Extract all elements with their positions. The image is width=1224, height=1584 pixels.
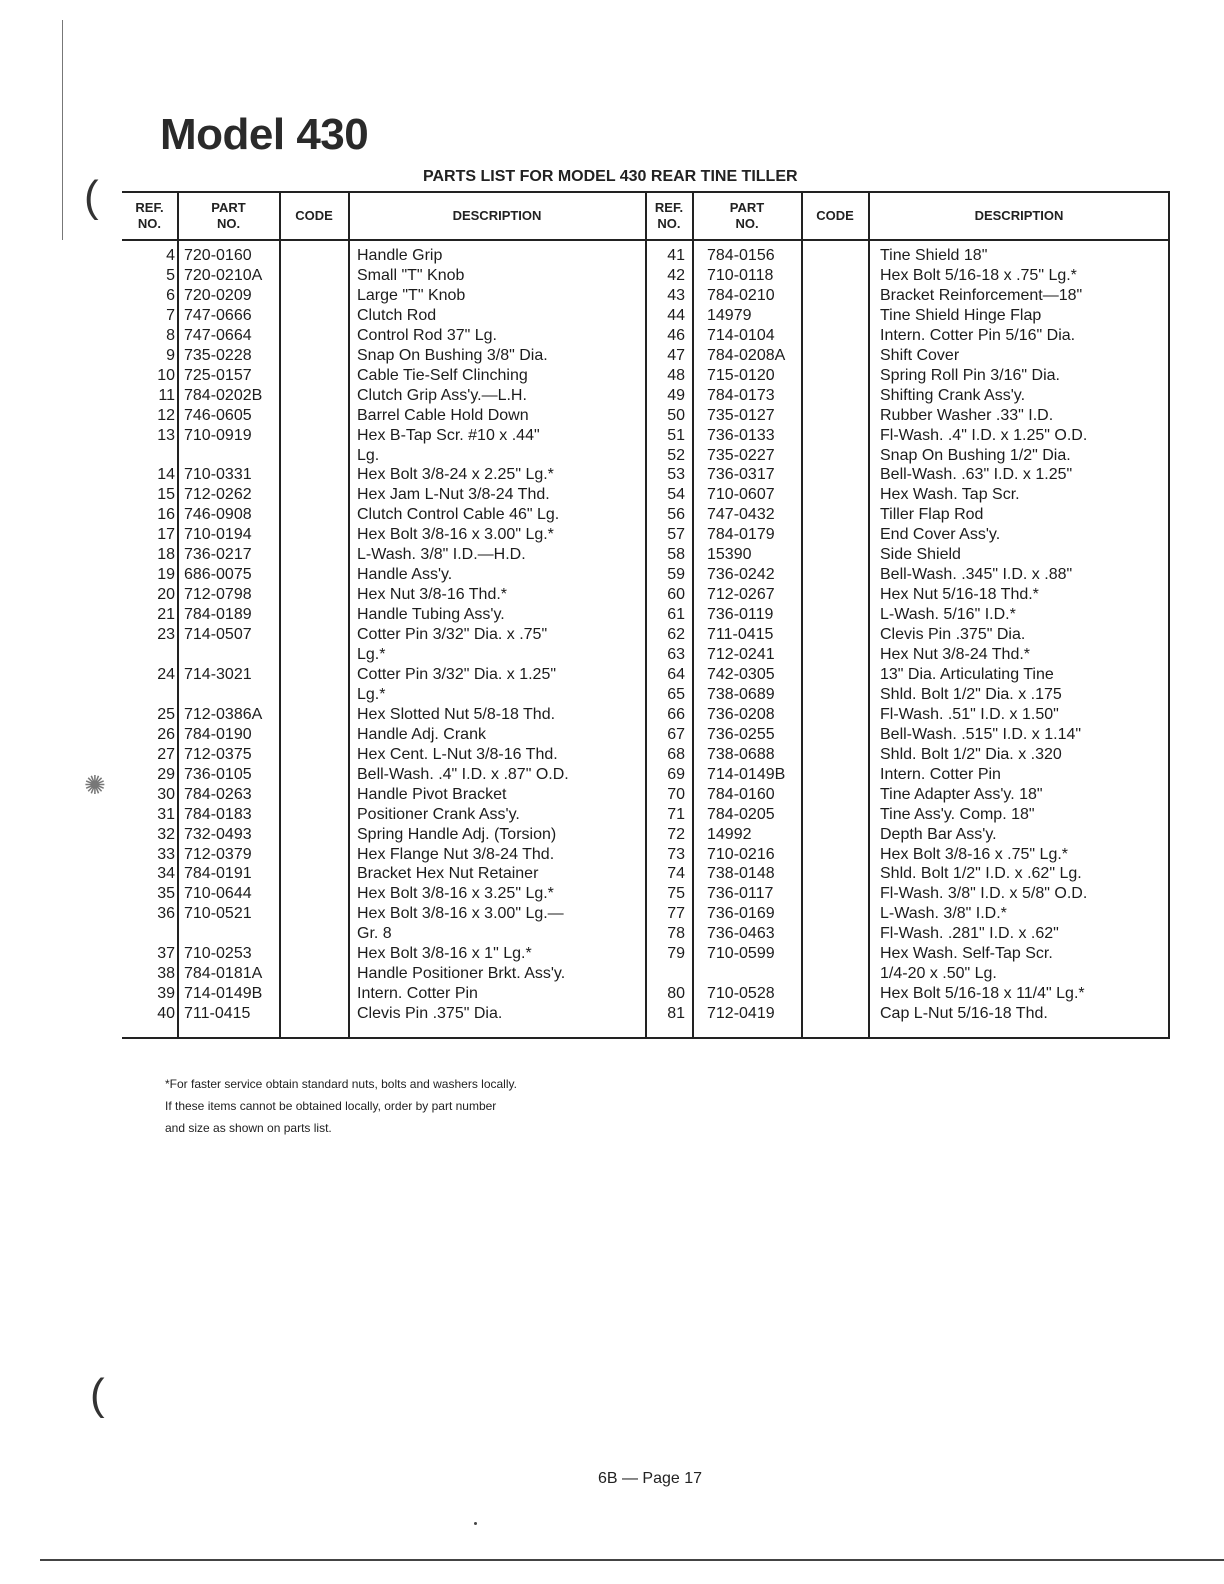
ref-cell: 16: [157, 506, 175, 524]
part-cell: 746-0908: [184, 506, 252, 524]
description-cell: Shld. Bolt 1/2" Dia. x .175: [880, 685, 1062, 703]
part-cell: 736-0133: [707, 426, 775, 444]
description-cell: Clevis Pin .375" Dia.: [357, 1005, 503, 1023]
description-cell: Hex Wash. Self-Tap Scr.: [880, 945, 1053, 963]
ref-cell: 25: [157, 705, 175, 723]
ref-cell: 31: [157, 805, 175, 823]
part-cell: 714-0507: [184, 626, 252, 644]
footnote-line: *For faster service obtain standard nuts, bolts and washers locally.: [165, 1077, 517, 1091]
parts-list-heading: PARTS LIST FOR MODEL 430 REAR TINE TILLER: [423, 168, 798, 185]
description-cell: Fl-Wash. .4" I.D. x 1.25" O.D.: [880, 426, 1088, 444]
ref-cell: 42: [667, 266, 685, 284]
ref-cell: 67: [667, 725, 685, 743]
description-cell: Hex Bolt 3/8-16 x 3.00" Lg.—: [357, 905, 564, 923]
part-cell: 747-0664: [184, 326, 252, 344]
ref-cell: 11: [158, 386, 175, 404]
col-divider-3: [348, 191, 350, 1037]
part-cell: 736-0208: [707, 705, 775, 723]
ref-cell: 75: [667, 885, 685, 903]
ref-cell: 53: [667, 466, 685, 484]
ref-cell: 7: [166, 306, 175, 324]
ref-cell: 26: [157, 725, 175, 743]
description-cell: L-Wash. 3/8" I.D.—H.D.: [357, 546, 526, 564]
description-cell: Lg.*: [357, 646, 386, 663]
description-cell: Tine Shield Hinge Flap: [880, 306, 1042, 324]
ref-cell: 77: [667, 905, 685, 923]
description-cell: Large "T" Knob: [357, 286, 466, 304]
description-cell: Fl-Wash. 3/8" I.D. x 5/8" O.D.: [880, 885, 1088, 903]
part-cell: 736-0169: [707, 905, 775, 923]
description-cell: Cotter Pin 3/32" Dia. x .75": [357, 626, 548, 644]
ref-cell: 29: [157, 765, 175, 783]
description-cell: Hex Bolt 5/16-18 x 11/4" Lg.*: [880, 985, 1085, 1003]
ref-cell: 5: [166, 266, 175, 284]
ref-cell: 37: [157, 945, 175, 963]
description-cell: Shld. Bolt 1/2" I.D. x .62" Lg.: [880, 865, 1082, 883]
part-cell: 736-0117: [707, 885, 774, 903]
description-cell: Barrel Cable Hold Down: [357, 406, 529, 424]
ref-cell: 49: [667, 386, 685, 404]
part-cell: 732-0493: [184, 825, 252, 843]
description-cell: Positioner Crank Ass'y.: [357, 805, 520, 823]
part-cell: 784-0160: [707, 785, 775, 803]
ref-cell: 21: [157, 606, 175, 624]
part-cell: 746-0605: [184, 406, 252, 424]
part-cell: 784-0179: [707, 526, 775, 544]
part-cell: 736-0463: [707, 925, 775, 943]
part-cell: 784-0156: [707, 247, 775, 264]
part-cell: 747-0432: [707, 506, 775, 524]
ref-cell: 68: [667, 745, 685, 763]
description-cell: Hex Bolt 3/8-16 x .75" Lg.*: [880, 845, 1069, 863]
ref-cell: 61: [667, 606, 685, 624]
ref-cell: 71: [667, 805, 685, 823]
description-cell: Clutch Rod: [357, 306, 437, 324]
description-cell: Handle Ass'y.: [357, 566, 453, 584]
description-cell: Snap On Bushing 3/8" Dia.: [357, 346, 548, 364]
part-cell: 784-0191: [184, 865, 252, 883]
part-cell: 784-0205: [707, 805, 775, 823]
ref-cell: 70: [667, 785, 685, 803]
description-cell: Hex Wash. Tap Scr.: [880, 486, 1020, 504]
description-cell: Handle Pivot Bracket: [357, 785, 507, 803]
description-cell: Tiller Flap Rod: [880, 506, 984, 524]
ref-cell: 17: [157, 526, 175, 544]
ref-cell: 62: [667, 626, 685, 644]
description-cell: Hex Bolt 3/8-16 x 3.25" Lg.*: [357, 885, 554, 903]
left-margin-line: [62, 20, 63, 240]
header-code-2: CODE: [816, 208, 854, 223]
ref-cell: 52: [667, 446, 685, 464]
description-cell: Shld. Bolt 1/2" Dia. x .320: [880, 745, 1062, 763]
part-cell: 784-0210: [707, 286, 775, 304]
description-cell: Intern. Cotter Pin: [880, 765, 1001, 783]
description-cell: Fl-Wash. .51" I.D. x 1.50": [880, 705, 1059, 723]
description-cell: Bell-Wash. .345" I.D. x .88": [880, 566, 1073, 584]
header-description-2: DESCRIPTION: [974, 208, 1064, 223]
table-bottom-rule: [122, 1037, 1170, 1039]
description-cell: Handle Tubing Ass'y.: [357, 606, 505, 624]
part-cell: 710-0644: [184, 885, 252, 903]
part-cell: 711-0415: [707, 626, 774, 644]
ref-cell: 60: [667, 586, 685, 604]
part-cell: 720-0160: [184, 247, 252, 264]
ref-cell: 9: [166, 346, 175, 364]
margin-bracket-top: (: [84, 172, 99, 221]
part-cell: 720-0210A: [184, 266, 263, 284]
ref-cell: 78: [667, 925, 685, 943]
description-cell: Bell-Wash. .515" I.D. x 1.14": [880, 725, 1082, 743]
part-cell: 738-0689: [707, 685, 775, 703]
description-cell: Handle Positioner Brkt. Ass'y.: [357, 965, 566, 983]
ref-cell: 32: [157, 825, 175, 843]
ref-cell: 36: [157, 905, 175, 923]
punch-hole-mark: ✺: [84, 770, 106, 800]
description-cell: Fl-Wash. .281" I.D. x .62": [880, 925, 1059, 943]
description-cell: Hex Flange Nut 3/8-24 Thd.: [357, 845, 555, 863]
part-cell: 736-0217: [184, 546, 252, 564]
part-cell: 784-0190: [184, 725, 252, 743]
part-cell: 784-0189: [184, 606, 252, 624]
col-divider-5: [692, 191, 694, 1037]
ref-cell: 8: [166, 326, 175, 344]
description-cell: Small "T" Knob: [357, 266, 465, 284]
header-description: DESCRIPTION: [452, 208, 542, 223]
ref-cell: 81: [667, 1005, 685, 1023]
part-cell: 710-0528: [707, 985, 775, 1003]
ref-cell: 39: [157, 985, 175, 1003]
part-cell: 712-0267: [707, 586, 775, 604]
part-cell: 712-0262: [184, 486, 252, 504]
ref-cell: 73: [667, 845, 685, 863]
page-title: Model 430: [160, 110, 369, 159]
page-bottom-rule: [40, 1559, 1224, 1561]
description-cell: Control Rod 37" Lg.: [357, 326, 497, 344]
part-cell: 14979: [707, 306, 752, 324]
col-divider-6: [801, 191, 803, 1037]
part-cell: 710-0599: [707, 945, 775, 963]
part-cell: 710-0194: [184, 526, 252, 544]
description-cell: 1/4-20 x .50" Lg.: [880, 965, 997, 983]
ref-cell: 20: [157, 586, 175, 604]
header-ref-no: REF. NO.: [135, 200, 164, 231]
description-cell: Shifting Crank Ass'y.: [880, 386, 1026, 404]
description-cell: Cotter Pin 3/32" Dia. x 1.25": [357, 665, 557, 683]
part-cell: 710-0607: [707, 486, 775, 504]
ref-cell: 58: [667, 546, 685, 564]
margin-bracket-bottom: (: [90, 1370, 105, 1419]
part-cell: 712-0419: [707, 1005, 775, 1023]
part-cell: 710-0216: [707, 845, 775, 863]
part-cell: 784-0181A: [184, 965, 263, 983]
description-cell: Gr. 8: [357, 925, 392, 943]
part-cell: 714-0149B: [184, 985, 263, 1003]
ref-cell: 66: [667, 705, 685, 723]
part-cell: 725-0157: [184, 366, 252, 384]
description-cell: Clutch Control Cable 46" Lg.: [357, 506, 560, 524]
part-cell: 742-0305: [707, 665, 775, 683]
ref-cell: 14: [157, 466, 175, 484]
description-cell: Lg.*: [357, 685, 386, 703]
part-cell: 736-0255: [707, 725, 775, 743]
ref-cell: 18: [157, 546, 175, 564]
ref-cell: 38: [157, 965, 175, 983]
ref-cell: 6: [166, 286, 175, 304]
ref-cell: 4: [166, 247, 175, 264]
ref-cell: 57: [667, 526, 685, 544]
ref-cell: 23: [157, 626, 175, 644]
description-cell: Hex Nut 3/8-16 Thd.*: [357, 586, 508, 604]
part-cell: 712-0375: [184, 745, 252, 763]
part-cell: 735-0228: [184, 346, 252, 364]
description-cell: Intern. Cotter Pin 5/16" Dia.: [880, 326, 1076, 344]
description-cell: Snap On Bushing 1/2" Dia.: [880, 446, 1071, 464]
part-cell: 736-0105: [184, 765, 252, 783]
part-cell: 714-0104: [707, 326, 775, 344]
ref-cell: 74: [667, 865, 685, 883]
ref-cell: 46: [667, 326, 685, 344]
part-cell: 712-0241: [707, 646, 775, 663]
part-cell: 710-0331: [184, 466, 252, 484]
part-cell: 715-0120: [707, 366, 775, 384]
ref-cell: 24: [157, 665, 175, 683]
part-cell: 735-0127: [707, 406, 775, 424]
col-divider-7: [868, 191, 870, 1037]
description-cell: Spring Handle Adj. (Torsion): [357, 825, 557, 843]
description-cell: Cap L-Nut 5/16-18 Thd.: [880, 1005, 1048, 1023]
part-cell: 736-0119: [707, 606, 774, 624]
part-cell: 784-0183: [184, 805, 252, 823]
part-cell: 711-0415: [184, 1005, 251, 1023]
ref-cell: 56: [667, 506, 685, 524]
part-cell: 712-0386A: [184, 705, 263, 723]
description-cell: Hex Nut 3/8-24 Thd.*: [880, 646, 1031, 663]
ref-cell: 33: [157, 845, 175, 863]
col-divider-1: [177, 191, 179, 1037]
description-cell: Tine Ass'y. Comp. 18": [880, 805, 1035, 823]
description-cell: Bracket Reinforcement—18": [880, 286, 1083, 304]
ref-cell: 54: [667, 486, 685, 504]
description-cell: Tine Adapter Ass'y. 18": [880, 785, 1043, 803]
ref-cell: 80: [667, 985, 685, 1003]
header-part-no: PART NO.: [211, 200, 246, 231]
ref-cell: 59: [667, 566, 685, 584]
description-cell: Side Shield: [880, 546, 961, 564]
ref-cell: 44: [667, 306, 685, 324]
description-cell: Cable Tie-Self Clinching: [357, 366, 528, 384]
part-cell: 15390: [707, 546, 752, 564]
header-ref-no-2: REF. NO.: [654, 200, 684, 231]
description-cell: Handle Grip: [357, 247, 443, 264]
part-cell: 784-0263: [184, 785, 252, 803]
ref-cell: 10: [157, 366, 175, 384]
description-cell: Hex Cent. L-Nut 3/8-16 Thd.: [357, 745, 558, 763]
ref-cell: 48: [667, 366, 685, 384]
description-cell: Hex Bolt 3/8-24 x 2.25" Lg.*: [357, 466, 554, 484]
description-cell: Hex Slotted Nut 5/8-18 Thd.: [357, 705, 556, 723]
description-cell: Spring Roll Pin 3/16" Dia.: [880, 366, 1060, 384]
ref-cell: 69: [667, 765, 685, 783]
part-cell: 714-3021: [184, 665, 252, 683]
ref-cell: 64: [667, 665, 685, 683]
ref-cell: 72: [667, 825, 685, 843]
description-cell: Clevis Pin .375" Dia.: [880, 626, 1026, 644]
part-cell: 686-0075: [184, 566, 252, 584]
part-cell: 784-0208A: [707, 346, 786, 364]
description-cell: Hex Bolt 3/8-16 x 3.00" Lg.*: [357, 526, 554, 544]
ref-cell: 41: [667, 247, 685, 264]
ref-cell: 13: [157, 426, 175, 444]
description-cell: Hex B-Tap Scr. #10 x .44": [357, 426, 540, 444]
part-cell: 712-0379: [184, 845, 252, 863]
description-cell: Rubber Washer .33" I.D.: [880, 406, 1054, 424]
description-cell: Bracket Hex Nut Retainer: [357, 865, 539, 883]
part-cell: 710-0118: [707, 266, 774, 284]
header-part-no-2: PART NO.: [729, 200, 765, 231]
col-divider-8: [1168, 191, 1170, 1037]
part-cell: 710-0919: [184, 426, 252, 444]
ref-cell: 47: [667, 346, 685, 364]
ref-cell: 51: [667, 426, 685, 444]
description-cell: Lg.: [357, 446, 380, 464]
ref-cell: 50: [667, 406, 685, 424]
description-cell: Clutch Grip Ass'y.—L.H.: [357, 386, 527, 404]
description-cell: Bell-Wash. .4" I.D. x .87" O.D.: [357, 765, 569, 783]
footnote: [165, 1073, 517, 1139]
ref-cell: 40: [157, 1005, 175, 1023]
ref-cell: 12: [157, 406, 175, 424]
part-cell: 14992: [707, 825, 752, 843]
footnote-line: If these items cannot be obtained locally, order by part number: [165, 1099, 497, 1113]
part-cell: 784-0202B: [184, 386, 263, 404]
part-cell: 738-0148: [707, 865, 775, 883]
ref-cell: 79: [667, 945, 685, 963]
description-cell: L-Wash. 5/16" I.D.*: [880, 606, 1016, 624]
page-number: 6B — Page 17: [597, 1470, 703, 1487]
description-cell: Tine Shield 18": [880, 247, 988, 264]
part-cell: 710-0253: [184, 945, 252, 963]
description-cell: Hex Bolt 5/16-18 x .75" Lg.*: [880, 266, 1077, 284]
part-cell: 736-0242: [707, 566, 775, 584]
ref-cell: 27: [157, 745, 175, 763]
description-cell: End Cover Ass'y.: [880, 526, 1001, 544]
ref-cell: 30: [157, 785, 175, 803]
part-cell: 712-0798: [184, 586, 252, 604]
scan-dot: [474, 1522, 477, 1525]
description-cell: 13" Dia. Articulating Tine: [880, 665, 1054, 683]
ref-cell: 15: [157, 486, 175, 504]
description-cell: Hex Nut 5/16-18 Thd.*: [880, 586, 1039, 604]
ref-cell: 19: [157, 566, 175, 584]
part-cell: 784-0173: [707, 386, 775, 404]
description-cell: Depth Bar Ass'y.: [880, 825, 997, 843]
part-cell: 714-0149B: [707, 765, 786, 783]
description-cell: Intern. Cotter Pin: [357, 985, 478, 1003]
ref-cell: 65: [667, 685, 685, 703]
part-cell: 710-0521: [184, 905, 252, 923]
ref-cell: 43: [667, 286, 685, 304]
description-cell: L-Wash. 3/8" I.D.*: [880, 905, 1007, 923]
part-cell: 720-0209: [184, 286, 252, 304]
description-cell: Hex Jam L-Nut 3/8-24 Thd.: [357, 486, 550, 504]
description-cell: Hex Bolt 3/8-16 x 1" Lg.*: [357, 945, 532, 963]
ref-cell: 35: [157, 885, 175, 903]
footnote-line: and size as shown on parts list.: [165, 1121, 332, 1135]
ref-cell: 63: [667, 646, 685, 663]
part-cell: 736-0317: [707, 466, 775, 484]
description-cell: Bell-Wash. .63" I.D. x 1.25": [880, 466, 1073, 484]
part-cell: 738-0688: [707, 745, 775, 763]
description-cell: Handle Adj. Crank: [357, 725, 486, 743]
description-cell: Shift Cover: [880, 346, 960, 364]
ref-cell: 34: [157, 865, 175, 883]
header-code: CODE: [295, 208, 333, 223]
part-cell: 747-0666: [184, 306, 252, 324]
part-cell: 735-0227: [707, 446, 775, 464]
col-divider-2: [279, 191, 281, 1037]
